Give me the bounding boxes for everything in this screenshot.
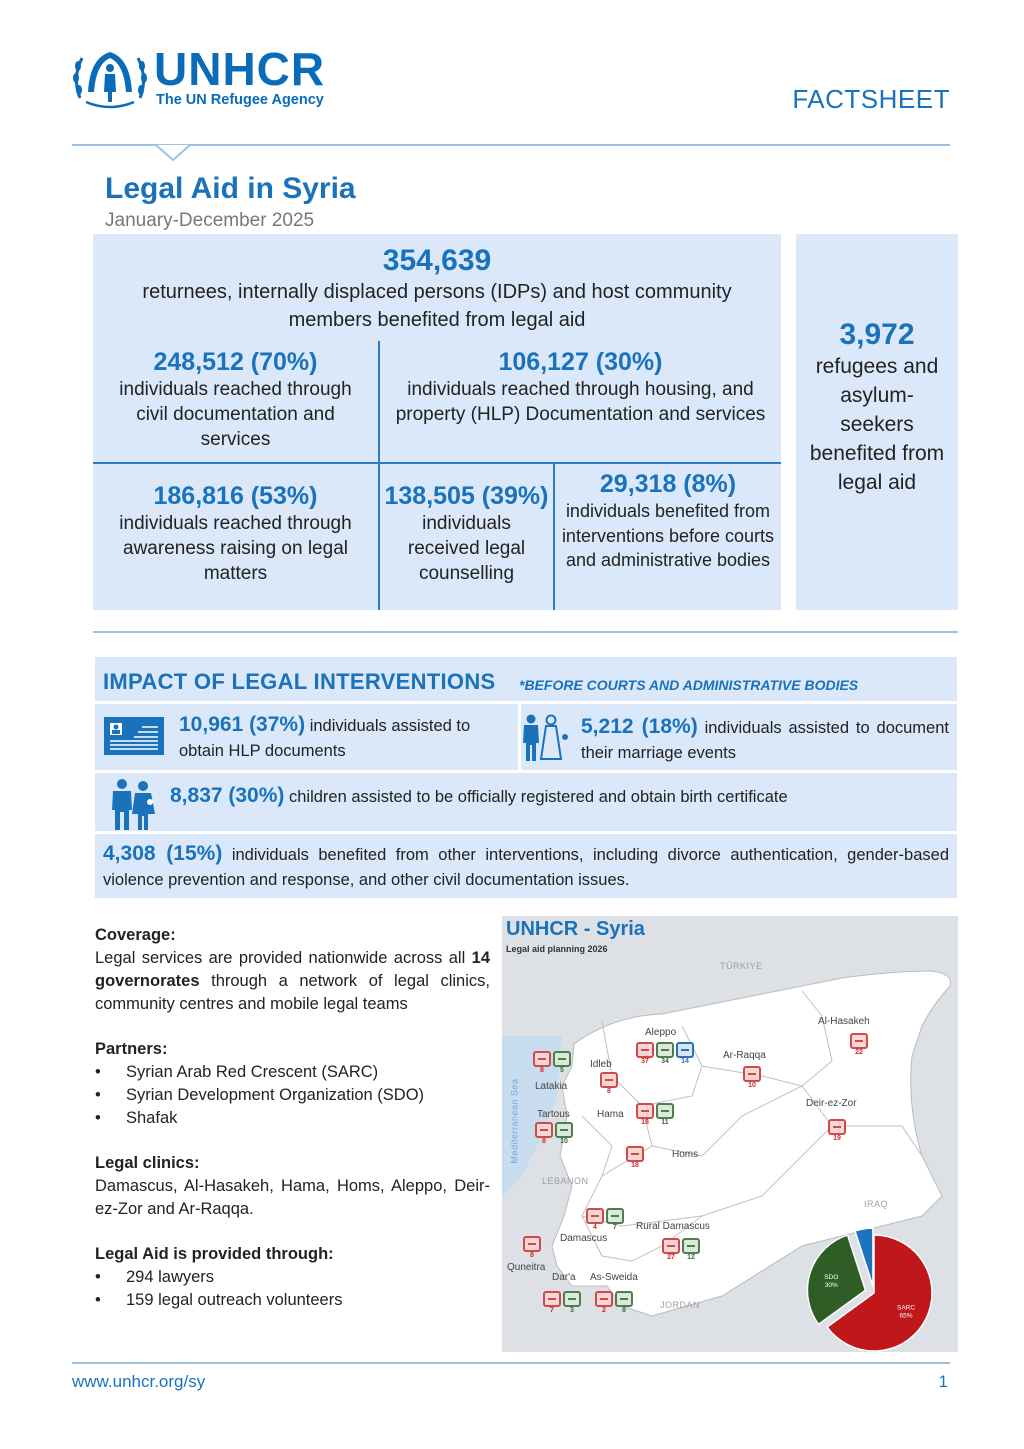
scales-icon: [595, 1291, 613, 1307]
total-text: returnees, internally displaced persons (IDPs) and host community members benefited from legal aid: [142, 281, 732, 331]
provided-item: • 159 legal outreach volunteers: [95, 1289, 490, 1312]
scales-icon: [850, 1033, 868, 1049]
country-label: JORDAN: [660, 1300, 701, 1310]
gov-label-as-sweida: As-Sweida: [590, 1272, 638, 1283]
pie-label-shafaq: [857, 1211, 867, 1213]
pie-label-sarc: SARC: [897, 1304, 916, 1312]
section-divider: [93, 631, 958, 633]
pie-label-sdo: SDO: [824, 1274, 839, 1282]
gov-clinics-quneitra: 8: [523, 1236, 541, 1259]
total-value: 354,639: [382, 244, 492, 277]
scales-icon: [535, 1122, 553, 1138]
partners-list: [95, 1061, 490, 1130]
scales-icon: [656, 1042, 674, 1058]
unhcr-emblem-icon: [72, 48, 148, 110]
counselling-text: individuals received legal counselling: [407, 513, 526, 584]
header-divider: [72, 144, 950, 146]
scales-icon: [662, 1238, 680, 1254]
gov-label-tartous: Tartous: [537, 1109, 570, 1120]
awareness-value: 186,816 (53%): [153, 482, 318, 510]
logo-wordmark: UNHCR: [154, 43, 326, 95]
scales-icon: [676, 1042, 694, 1058]
counselling-stat: [380, 482, 553, 586]
gov-label-quneitra: Quneitra: [507, 1262, 546, 1273]
gov-label-al-hasakeh: Al-Hasakeh: [818, 1016, 870, 1027]
awareness-text: individuals reached through awareness raising on legal matters: [119, 513, 352, 584]
awareness-stat: [93, 482, 378, 586]
gov-clinics-rural-damascus: 27 12: [662, 1238, 700, 1261]
country-label: IRAQ: [864, 1199, 889, 1209]
logo-tagline: The UN Refugee Agency: [156, 92, 324, 108]
courts-text: individuals benefited from interventions before courts and administrative bodies: [561, 501, 775, 570]
impact-birth-text: 8,837 (30%) children assisted to be officially registered and obtain birth certificate: [170, 784, 788, 807]
provided-list: [95, 1266, 490, 1312]
scales-icon: [543, 1291, 561, 1307]
scales-icon: [523, 1236, 541, 1252]
partner-item: • Syrian Development Organization (SDO): [95, 1084, 490, 1107]
provided-item: • 294 lawyers: [95, 1266, 490, 1289]
civil-doc-stat: [93, 348, 378, 452]
doc-type-label: FACTSHEET: [792, 84, 950, 114]
coverage-heading: Coverage:: [95, 926, 176, 944]
impact-other-value: 4,308 (15%): [103, 842, 223, 865]
page-period: January-December 2025: [105, 210, 315, 231]
footer-divider: [72, 1362, 950, 1364]
gov-label-homs: Homs: [672, 1149, 699, 1160]
civil-doc-text: individuals reached through civil documentation and services: [119, 379, 352, 450]
partner-pie-chart: [782, 1211, 958, 1352]
gov-label-idleb: Idleb: [590, 1059, 612, 1070]
gov-clinics-ar-raqqa: 10: [743, 1066, 761, 1089]
gov-clinics-tartous: 8 10: [535, 1122, 573, 1145]
impact-marriage-text: 5,212 (18%) individuals assisted to document their marriage events: [581, 715, 949, 762]
sea-label: Mediterranean Sea: [509, 1078, 520, 1164]
scales-icon: [533, 1051, 551, 1067]
gov-label-hama: Hama: [597, 1109, 624, 1120]
footer-link[interactable]: www.unhcr.org/sy: [72, 1372, 206, 1391]
syria-map: [502, 916, 958, 1352]
gov-clinics-al-hasakeh: 22: [850, 1033, 868, 1056]
scales-icon: [563, 1291, 581, 1307]
scales-icon: [586, 1208, 604, 1224]
refugees-panel: [796, 234, 958, 610]
partners-heading: Partners:: [95, 1040, 168, 1058]
gov-label-aleppo: Aleppo: [645, 1027, 677, 1038]
gov-clinics-aleppo: 37 34 14: [636, 1042, 694, 1065]
map-subtitle: Legal aid planning 2026: [506, 944, 608, 954]
pie-label-sdo: 30%: [824, 1282, 838, 1290]
counselling-value: 138,505 (39%): [384, 482, 549, 510]
hlp-value: 106,127 (30%): [498, 348, 663, 376]
impact-marriage-value: 5,212 (18%): [581, 715, 698, 738]
partner-item: • Shafak: [95, 1107, 490, 1130]
impact-title: IMPACT OF LEGAL INTERVENTIONS: [103, 669, 496, 694]
scales-icon: [636, 1042, 654, 1058]
map-title: UNHCR - Syria: [506, 918, 645, 940]
impact-item-birth: [95, 773, 957, 831]
summary-panel: [93, 234, 781, 610]
coverage-section: [95, 924, 490, 1312]
gov-label-rural-damascus: Rural Damascus: [636, 1221, 710, 1232]
impact-item-marriage: [521, 704, 957, 770]
courts-value: 29,318 (8%): [599, 470, 737, 498]
courts-stat: [555, 470, 781, 573]
gov-clinics-dara: 7 3: [543, 1291, 581, 1314]
gov-clinics-deir-ez-zor: 19: [828, 1119, 846, 1142]
refugees-text: refugees and asylum-seekers benefited from legal aid: [809, 355, 945, 494]
page-title: Legal Aid in Syria: [105, 172, 356, 205]
gov-clinics-latakia: 8 5: [533, 1051, 571, 1074]
refugees-value: 3,972: [839, 318, 915, 351]
impact-note: *BEFORE COURTS AND ADMINISTRATIVE BODIES: [519, 677, 859, 693]
clinics-heading: Legal clinics:: [95, 1154, 200, 1172]
clinics-text: Damascus, Al-Hasakeh, Hama, Homs, Aleppo, Deir-ez-Zor and Ar-Raqqa.: [95, 1177, 490, 1218]
gov-label-damascus: Damascus: [560, 1233, 608, 1244]
married-couple-icon: [521, 713, 571, 763]
parent-child-icon: [110, 778, 158, 830]
scales-icon: [553, 1051, 571, 1067]
scales-icon: [636, 1103, 654, 1119]
total-stat: [93, 244, 781, 334]
impact-other-text: 4,308 (15%) individuals benefited from other interventions, including divorce authentication, gender-based violence prevention and response, and other civil documentation issues.: [103, 842, 949, 889]
scales-icon: [626, 1146, 644, 1162]
gov-label-deir-ez-zor: Deir-ez-Zor: [806, 1098, 857, 1109]
scales-icon: [743, 1066, 761, 1082]
country-label: TÜRKIYE: [720, 961, 763, 971]
page-number: 1: [938, 1372, 948, 1391]
scales-icon: [682, 1238, 700, 1254]
refugees-stat: [796, 318, 958, 497]
gov-clinics-damascus: 4 7: [586, 1208, 624, 1231]
country-label: LEBANON: [542, 1176, 589, 1186]
hlp-text: individuals reached through housing, and property (HLP) Documentation and services: [395, 379, 766, 425]
impact-header: [95, 657, 957, 701]
civil-doc-value: 248,512 (70%): [153, 348, 318, 376]
impact-item-hlp: [95, 704, 518, 770]
partner-item: • Syrian Arab Red Crescent (SARC): [95, 1061, 490, 1084]
impact-birth-value: 8,837 (30%): [170, 784, 285, 807]
impact-hlp-value: 10,961 (37%): [179, 713, 306, 736]
gov-label-latakia: Latakia: [535, 1081, 568, 1092]
impact-item-other: [95, 834, 957, 898]
coverage-text: Legal services are provided nationwide across all 14 governorates through a network of legal clinics, community centres and mobile legal teams: [95, 949, 490, 1013]
provided-heading: Legal Aid is provided through:: [95, 1245, 334, 1263]
divider-notch-icon: [156, 144, 190, 162]
scales-icon: [656, 1103, 674, 1119]
scales-icon: [600, 1072, 618, 1088]
gov-clinics-as-sweida: 2 8: [595, 1291, 633, 1314]
gov-label-dara: Dar'a: [552, 1272, 576, 1283]
pie-label-sarc: 65%: [899, 1312, 913, 1320]
unhcr-logo: [72, 43, 342, 112]
impact-hlp-text: 10,961 (37%) individuals assisted to obtain HLP documents: [179, 713, 471, 760]
divider: [93, 462, 781, 464]
gov-clinics-hama: 18 11: [636, 1103, 674, 1126]
hlp-stat: [380, 348, 781, 427]
gov-clinics-idleb: 8: [600, 1072, 618, 1095]
gov-label-ar-raqqa: Ar-Raqqa: [723, 1050, 766, 1061]
scales-icon: [828, 1119, 846, 1135]
scales-icon: [555, 1122, 573, 1138]
scales-icon: [615, 1291, 633, 1307]
gov-clinics-homs: 18: [626, 1146, 644, 1169]
id-card-icon: [104, 717, 164, 755]
scales-icon: [606, 1208, 624, 1224]
